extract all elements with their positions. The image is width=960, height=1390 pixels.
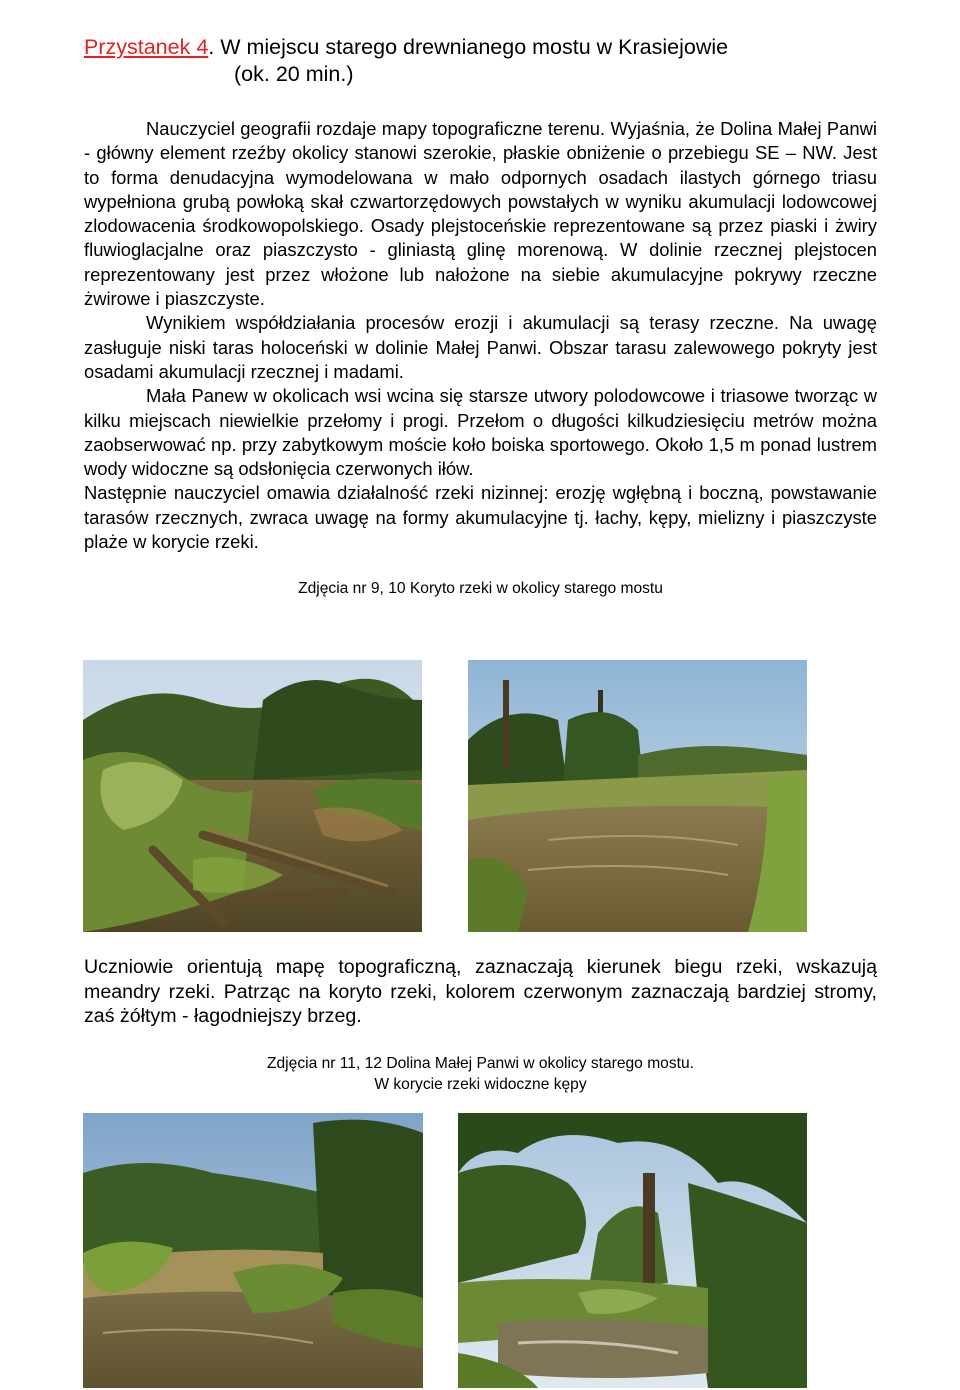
river-activity-paragraph: Następnie nauczyciel omawia działalność rzeki nizinnej: erozję wgłębną i boczną, powstawanie tarasów rzecznych, zwraca uwagę na formy akumulacyjne tj. łachy, kępy, mielizny i piaszczyste plaże w korycie rzeki. xyxy=(84,482,877,553)
stop-heading xyxy=(84,34,877,88)
terraces-paragraph: Wynikiem współdziałania procesów erozji i akumulacji są terasy rzeczne. Na uwagę zasługuje niski taras holoceński w dolinie Małej Panwi. Obszar tarasu zalewowego pokryty jest osadami akumulacji rzecznej i madami. xyxy=(84,312,877,382)
river-bend-with-grassy-banks-photo xyxy=(468,660,807,932)
document-page xyxy=(84,34,877,599)
photo-caption-11-12-line1: Zdjęcia nr 11, 12 Dolina Małej Panwi w okolicy starego mostu. xyxy=(266,1054,694,1072)
gorge-paragraph: Mała Panew w okolicach wsi wcina się starsze utwory polodowcowe i triasowe tworząc w kilku miejscach niewielkie przełomy i progi. Przełom o długości kilkudziesięciu metrów można zaobserwować np. przy zabytkowym moście koło boiska sportowego. Około 1,5 m ponad lustrem wody widoczne są odsłonięcia czerwonych iłów. xyxy=(84,385,877,480)
photo-caption-11-12-line2: W korycie rzeki widoczne kępy xyxy=(374,1075,587,1093)
shaded-river-under-tree-photo xyxy=(458,1113,807,1388)
stop-label-link[interactable]: Przystanek 4 xyxy=(84,35,209,59)
activity-section xyxy=(84,955,877,1095)
stop-duration: (ok. 20 min.) xyxy=(234,62,354,86)
river-with-vegetated-islands-photo xyxy=(83,1113,423,1388)
geology-paragraph: Nauczyciel geografii rozdaje mapy topograficzne terenu. Wyjaśnia, że Dolina Małej Panwi - główny element rzeźby okolicy stanowi szerokie, płaskie obniżenie o przebiegu SE – NW. Jest to forma denudacyjna wymodelowana w mało odpornych osadach ilastych górnego triasu wypełniona grubą powłoką skał czwartorzędowych powstałych w wyniku akumulacji lodowcowej zlodowacenia środkowopolskiego. Osady plejstoceńskie reprezentowane są przez piaski i żwiry fluwioglacjalne oraz piaszczysto - gliniastą glinę morenową. W dolinie rzecznej plejstocen reprezentowany jest przez włożone lub nałożone na siebie akumulacyjne pokrywy rzeczne żwirowe i piaszczyste. xyxy=(84,118,877,310)
student-activity-paragraph: Uczniowie orientują mapę topograficzną, zaznaczają kierunek biegu rzeki, wskazują meandry rzeki. Patrząc na koryto rzeki, kolorem czerwonym zaznaczają bardziej stromy, zaś żółtym - łagodniejszy brzeg. xyxy=(84,956,877,1028)
photo-caption-11-12 xyxy=(84,1053,877,1095)
photo-caption-9-10: Zdjęcia nr 9, 10 Koryto rzeki w okolicy starego mostu xyxy=(298,580,663,598)
stop-title: . W miejscu starego drewnianego mostu w Krasiejowie xyxy=(208,35,729,59)
river-with-fallen-logs-photo xyxy=(83,660,422,932)
